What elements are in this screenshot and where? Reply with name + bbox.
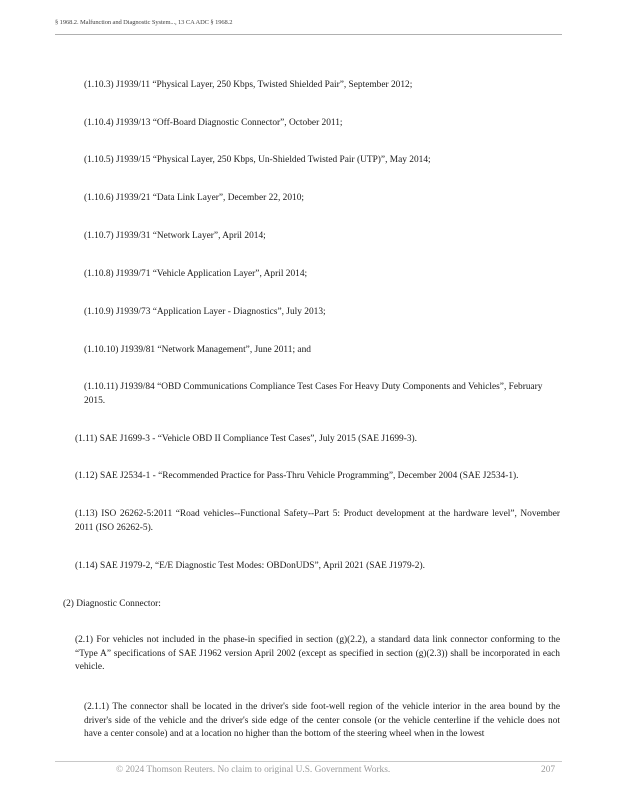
page-number: 207 <box>541 765 556 775</box>
footer-divider <box>55 761 562 762</box>
paragraph-1-10-5: (1.10.5) J1939/15 “Physical Layer, 250 Kbps, Un-Shielded Twisted Pair (UTP)”, May 2014; <box>84 155 431 165</box>
paragraph-1-10-8: (1.10.8) J1939/71 “Vehicle Application Layer”, April 2014; <box>84 269 308 279</box>
paragraph-2-1: (2.1) For vehicles not included in the phase-in specified in section (g)(2.2), a standard data link connector conforming to the “Type A” specifications of SAE J1962 version April 2002 (except as specified in section (g)(2.3)) shall be incorporated in each vehicle. <box>75 635 560 672</box>
paragraph-2-1-1: (2.1.1) The connector shall be located in the driver's side foot-well region of the vehicle interior in the area bound by the driver's side of the vehicle and the driver's side edge of the center console (or the vehicle centerline if the vehicle does not have a center console) and at a location no higher than the bottom of the steering wheel when in the lowest <box>84 702 560 739</box>
section-heading-diagnostic-connector: (2) Diagnostic Connector: <box>63 599 161 609</box>
paragraph-1-10-6: (1.10.6) J1939/21 “Data Link Layer”, December 22, 2010; <box>84 193 304 203</box>
paragraph-1-10-10: (1.10.10) J1939/81 “Network Management”, June 2011; and <box>84 345 311 355</box>
paragraph-1-10-3: (1.10.3) J1939/11 “Physical Layer, 250 Kbps, Twisted Shielded Pair”, September 2012; <box>84 80 413 90</box>
paragraph-1-11: (1.11) SAE J1699-3 - “Vehicle OBD II Compliance Test Cases”, July 2015 (SAE J1699-3). <box>75 434 417 444</box>
paragraph-1-10-9: (1.10.9) J1939/73 “Application Layer - Diagnostics”, July 2013; <box>84 307 326 317</box>
paragraph-1-12: (1.12) SAE J2534-1 - “Recommended Practice for Pass-Thru Vehicle Programming”, December 2004 (SAE J2534-1). <box>75 471 519 481</box>
paragraph-1-10-4: (1.10.4) J1939/13 “Off-Board Diagnostic Connector”, October 2011; <box>84 118 343 128</box>
footer-copyright: © 2024 Thomson Reuters. No claim to original U.S. Government Works. <box>116 765 391 775</box>
header-divider <box>55 34 562 35</box>
paragraph-1-10-7: (1.10.7) J1939/31 “Network Layer”, April 2014; <box>84 231 266 241</box>
page-header-citation: § 1968.2. Malfunction and Diagnostic System..., 13 CA ADC § 1968.2 <box>55 19 233 26</box>
paragraph-1-10-11: (1.10.11) J1939/84 “OBD Communications Compliance Test Cases For Heavy Duty Components and Vehicles”, February 2015. <box>84 382 543 406</box>
paragraph-1-13: (1.13) ISO 26262-5:2011 “Road vehicles--Functional Safety--Part 5: Product development at the hardware level”, November 2011 (ISO 26262-5). <box>75 509 560 533</box>
paragraph-1-14: (1.14) SAE J1979-2, “E/E Diagnostic Test Modes: OBDonUDS”, April 2021 (SAE J1979-2). <box>75 561 425 571</box>
